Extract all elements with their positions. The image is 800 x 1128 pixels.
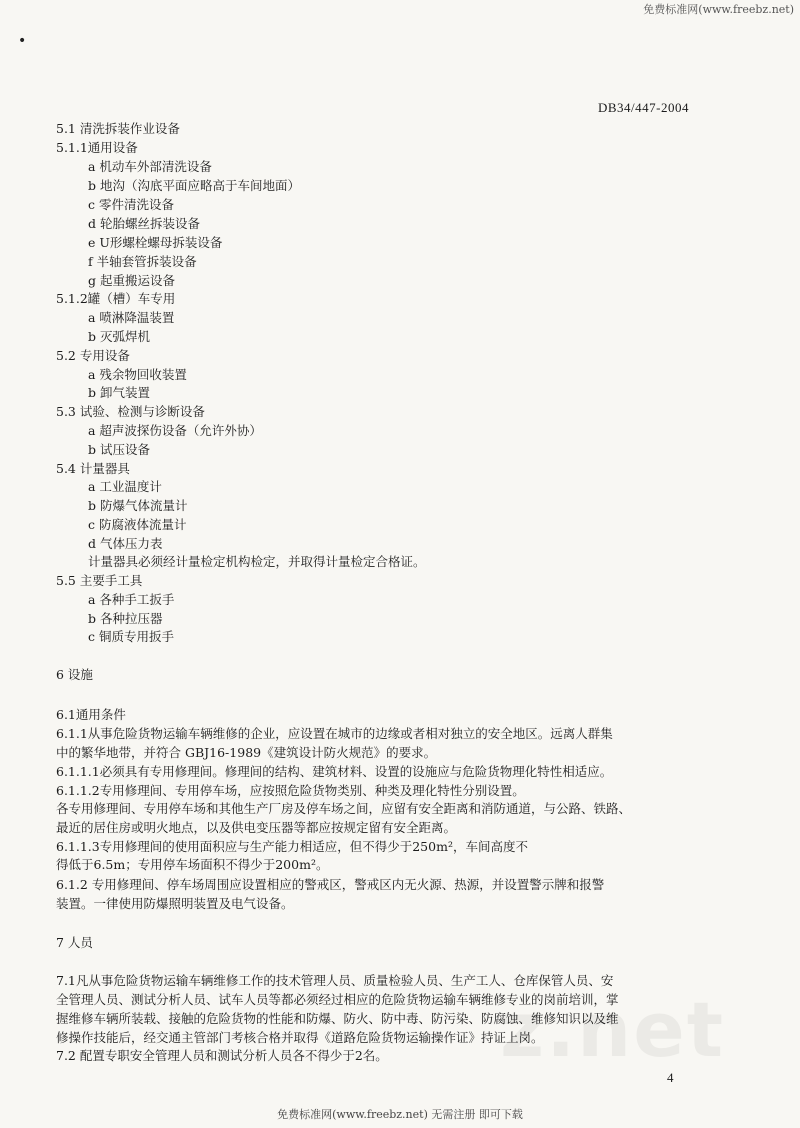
section-heading: 5.4 计量器具	[56, 461, 130, 476]
list-item: b 各种拉压器	[88, 611, 163, 626]
list-item: b 试压设备	[88, 442, 150, 457]
list-item: e U形螺栓螺母拆装设备	[88, 235, 223, 250]
section-heading: 5.1 清洗拆装作业设备	[56, 121, 180, 136]
paragraph-line: 计量器具必须经计量检定机构检定，并取得计量检定合格证。	[88, 554, 426, 569]
list-item: a 喷淋降温装置	[88, 310, 175, 325]
paragraph-line: 7.1凡从事危险货物运输车辆维修工作的技术管理人员、质量检验人员、生产工人、仓库保管人员、安	[56, 973, 614, 988]
site-watermark-bottom[interactable]: 免费标准网(www.freebz.net) 无需注册 即可下载	[277, 1108, 523, 1121]
list-item: c 零件清洗设备	[88, 197, 174, 212]
section-heading: 5.2 专用设备	[56, 348, 130, 363]
paragraph-line: 6.1.2 专用修理间、停车场周围应设置相应的警戒区，警戒区内无火源、热源，并设置警示牌和报警	[56, 877, 605, 892]
list-item: c 防腐液体流量计	[88, 517, 187, 532]
section-heading: 6.1通用条件	[56, 707, 126, 722]
paragraph-line: 最近的居住房或明火地点，以及供电变压器等都应按规定留有安全距离。	[56, 820, 457, 835]
section-heading: 5.5 主要手工具	[56, 573, 143, 588]
paragraph-line: 7.2 配置专职安全管理人员和测试分析人员各不得少于2名。	[56, 1048, 388, 1063]
list-item: a 各种手工扳手	[88, 592, 175, 607]
site-watermark-top[interactable]: 免费标准网(www.freebz.net)	[643, 3, 794, 16]
paragraph-line: 中的繁华地带，并符合 GBJ16-1989《建筑设计防火规范》的要求。	[56, 745, 437, 760]
chapter-heading: 6 设施	[56, 667, 93, 682]
list-item: b 卸气装置	[88, 385, 150, 400]
list-item: a 超声波探伤设备（允许外协）	[88, 423, 262, 438]
subsection-heading: 5.1.1通用设备	[56, 140, 138, 155]
list-item: a 工业温度计	[88, 479, 162, 494]
list-item: b 防爆气体流量计	[88, 498, 188, 513]
paragraph-line: 6.1.1.3专用修理间的使用面积应与生产能力相适应，但不得少于250m²，车间高度不	[56, 839, 528, 854]
paragraph-line: 握维修车辆所装载、接触的危险货物的性能和防爆、防火、防中毒、防污染、防腐蚀、维修知识以及维	[56, 1011, 619, 1026]
background-watermark: z.net	[500, 985, 726, 1074]
list-item: a 残余物回收装置	[88, 367, 187, 382]
paragraph-line: 全管理人员、测试分析人员、试车人员等都必须经过相应的危险货物运输车辆维修专业的岗前培训，掌	[56, 992, 619, 1007]
paragraph-line: 得低于6.5m；专用停车场面积不得少于200m²。	[56, 857, 329, 872]
paragraph-line: 6.1.1从事危险货物运输车辆维修的企业，应设置在城市的边缘或者相对独立的安全地区。远离人群集	[56, 726, 613, 741]
paragraph-line: 各专用修理间、专用停车场和其他生产厂房及停车场之间，应留有安全距离和消防通道，与公路、铁路、	[56, 801, 632, 816]
list-item: c 铜质专用扳手	[88, 629, 174, 644]
page-number: 4	[667, 1070, 674, 1085]
subsection-heading: 5.1.2罐（槽）车专用	[56, 291, 176, 306]
chapter-heading: 7 人员	[56, 935, 93, 950]
list-item: b 地沟（沟底平面应略高于车间地面）	[88, 178, 300, 193]
list-item: d 轮胎螺丝拆装设备	[88, 216, 200, 231]
paragraph-line: 装置。一律使用防爆照明装置及电气设备。	[56, 896, 294, 911]
corner-mark: •	[18, 33, 27, 49]
paragraph-line: 6.1.1.1必须具有专用修理间。修理间的结构、建筑材料、设置的设施应与危险货物理化特性相适应。	[56, 764, 613, 779]
list-item: g 起重搬运设备	[88, 273, 175, 288]
list-item: f 半轴套管拆装设备	[88, 254, 197, 269]
document-code: DB34/447-2004	[598, 100, 689, 115]
section-heading: 5.3 试验、检测与诊断设备	[56, 404, 205, 419]
list-item: b 灭弧焊机	[88, 329, 150, 344]
paragraph-line: 修操作技能后，经交通主管部门考核合格并取得《道路危险货物运输操作证》持证上岗。	[56, 1030, 544, 1045]
list-item: a 机动车外部清洗设备	[88, 159, 212, 174]
list-item: d 气体压力表	[88, 536, 163, 551]
paragraph-line: 6.1.1.2专用修理间、专用停车场，应按照危险货物类别、种类及理化特性分别设置。	[56, 783, 525, 798]
